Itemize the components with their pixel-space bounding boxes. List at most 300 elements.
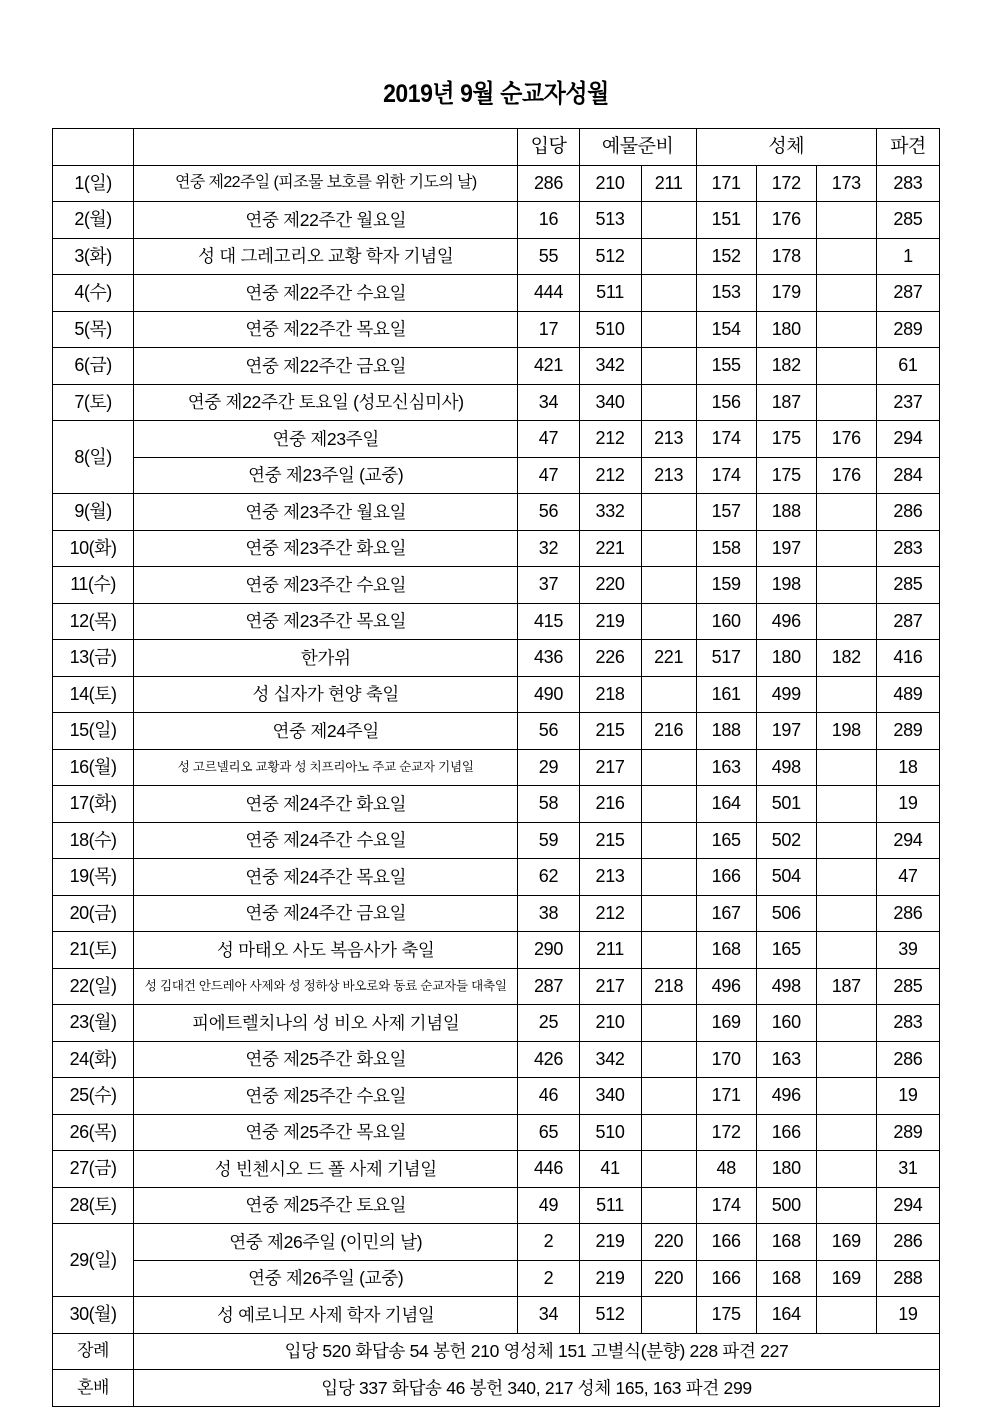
ipdang-cell: 56 [518, 713, 579, 750]
seongche-cell-1: 171 [696, 165, 756, 202]
yemul-cell-1: 332 [579, 494, 641, 531]
yemul-cell-2 [641, 1187, 696, 1224]
pagyeon-cell: 47 [876, 859, 939, 896]
ipdang-cell: 29 [518, 749, 579, 786]
table-row [53, 165, 940, 202]
yemul-cell-1: 510 [579, 1114, 641, 1151]
ipdang-cell: 34 [518, 384, 579, 421]
pagyeon-cell: 416 [876, 640, 939, 677]
table-footer [53, 1333, 940, 1406]
pagyeon-cell: 294 [876, 421, 939, 458]
header-yemuljunbi: 예물준비 [579, 129, 696, 166]
seongche-cell-2: 165 [756, 932, 816, 969]
table-row [53, 859, 940, 896]
date-cell: 18(수) [53, 822, 134, 859]
yemul-cell-2 [641, 786, 696, 823]
seongche-cell-1: 160 [696, 603, 756, 640]
seongche-cell-3 [816, 1151, 876, 1188]
seongche-cell-1: 165 [696, 822, 756, 859]
ipdang-cell: 290 [518, 932, 579, 969]
seongche-cell-3 [816, 311, 876, 348]
seongche-cell-3 [816, 895, 876, 932]
pagyeon-cell: 237 [876, 384, 939, 421]
pagyeon-cell: 283 [876, 530, 939, 567]
liturgy-title-cell: 연중 제23주간 수요일 [134, 567, 518, 604]
table-row [53, 1151, 940, 1188]
yemul-cell-2 [641, 202, 696, 239]
seongche-cell-3 [816, 1114, 876, 1151]
seongche-cell-1: 174 [696, 457, 756, 494]
date-cell: 30(월) [53, 1297, 134, 1334]
header-seongche: 성체 [696, 129, 876, 166]
seongche-cell-1: 155 [696, 348, 756, 385]
yemul-cell-1: 221 [579, 530, 641, 567]
liturgy-title-cell: 성 김대건 안드레아 사제와 성 정하상 바오로와 동료 순교자들 대축일 [134, 968, 518, 1005]
ipdang-cell: 47 [518, 457, 579, 494]
liturgy-title-cell: 성 대 그레고리오 교황 학자 기념일 [134, 238, 518, 275]
seongche-cell-3 [816, 603, 876, 640]
liturgy-title-cell: 연중 제22주간 목요일 [134, 311, 518, 348]
seongche-cell-1: 163 [696, 749, 756, 786]
pagyeon-cell: 284 [876, 457, 939, 494]
date-cell: 15(일) [53, 713, 134, 750]
liturgy-title-cell: 연중 제25주간 토요일 [134, 1187, 518, 1224]
seongche-cell-3: 182 [816, 640, 876, 677]
table-row [53, 1297, 940, 1334]
seongche-cell-3: 187 [816, 968, 876, 1005]
table-row [53, 1260, 940, 1297]
seongche-cell-1: 161 [696, 676, 756, 713]
table-row [53, 1041, 940, 1078]
liturgy-title-cell: 연중 제23주간 목요일 [134, 603, 518, 640]
liturgy-title-cell: 연중 제24주일 [134, 713, 518, 750]
ipdang-cell: 55 [518, 238, 579, 275]
ipdang-cell: 446 [518, 1151, 579, 1188]
yemul-cell-1: 219 [579, 603, 641, 640]
table-row [53, 932, 940, 969]
yemul-cell-1: 511 [579, 275, 641, 312]
table-header [53, 129, 940, 166]
date-cell: 20(금) [53, 895, 134, 932]
header-ipdang: 입당 [518, 129, 579, 166]
pagyeon-cell: 283 [876, 165, 939, 202]
seongche-cell-1: 48 [696, 1151, 756, 1188]
date-cell: 17(화) [53, 786, 134, 823]
ipdang-cell: 16 [518, 202, 579, 239]
seongche-cell-2: 164 [756, 1297, 816, 1334]
table-row [53, 713, 940, 750]
yemul-cell-1: 215 [579, 713, 641, 750]
table-row [53, 202, 940, 239]
table-row [53, 1114, 940, 1151]
yemul-cell-1: 215 [579, 822, 641, 859]
pagyeon-cell: 294 [876, 1187, 939, 1224]
seongche-cell-3 [816, 859, 876, 896]
yemul-cell-2: 211 [641, 165, 696, 202]
yemul-cell-2 [641, 1114, 696, 1151]
pagyeon-cell: 286 [876, 1224, 939, 1261]
pagyeon-cell: 287 [876, 275, 939, 312]
yemul-cell-1: 342 [579, 348, 641, 385]
seongche-cell-1: 166 [696, 1224, 756, 1261]
liturgy-title-cell: 연중 제26주일 (이민의 날) [134, 1224, 518, 1261]
seongche-cell-2: 498 [756, 968, 816, 1005]
seongche-cell-3 [816, 530, 876, 567]
table-body [53, 165, 940, 1333]
yemul-cell-1: 510 [579, 311, 641, 348]
seongche-cell-2: 188 [756, 494, 816, 531]
pagyeon-cell: 289 [876, 1114, 939, 1151]
liturgy-title-cell: 성 마태오 사도 복음사가 축일 [134, 932, 518, 969]
seongche-cell-2: 502 [756, 822, 816, 859]
seongche-cell-2: 168 [756, 1224, 816, 1261]
summary-label: 혼배 [53, 1370, 134, 1407]
date-cell: 5(목) [53, 311, 134, 348]
table-row [53, 895, 940, 932]
yemul-cell-1: 512 [579, 238, 641, 275]
liturgy-title-cell: 연중 제22주일 (피조물 보호를 위한 기도의 날) [134, 165, 518, 202]
seongche-cell-1: 164 [696, 786, 756, 823]
table-row [53, 384, 940, 421]
seongche-cell-1: 168 [696, 932, 756, 969]
pagyeon-cell: 19 [876, 1078, 939, 1115]
seongche-cell-1: 166 [696, 859, 756, 896]
yemul-cell-1: 512 [579, 1297, 641, 1334]
table-row [53, 275, 940, 312]
seongche-cell-3: 169 [816, 1260, 876, 1297]
pagyeon-cell: 1 [876, 238, 939, 275]
seongche-cell-2: 160 [756, 1005, 816, 1042]
ipdang-cell: 415 [518, 603, 579, 640]
seongche-cell-2: 180 [756, 640, 816, 677]
seongche-cell-1: 158 [696, 530, 756, 567]
seongche-cell-3 [816, 494, 876, 531]
pagyeon-cell: 285 [876, 202, 939, 239]
date-cell: 2(월) [53, 202, 134, 239]
pagyeon-cell: 489 [876, 676, 939, 713]
table-row [53, 421, 940, 458]
pagyeon-cell: 288 [876, 1260, 939, 1297]
seongche-cell-2: 168 [756, 1260, 816, 1297]
seongche-cell-3 [816, 1297, 876, 1334]
liturgy-title-cell: 피에트렐치나의 성 비오 사제 기념일 [134, 1005, 518, 1042]
yemul-cell-2 [641, 895, 696, 932]
seongche-cell-2: 496 [756, 1078, 816, 1115]
ipdang-cell: 38 [518, 895, 579, 932]
seongche-cell-2: 175 [756, 421, 816, 458]
seongche-cell-1: 175 [696, 1297, 756, 1334]
ipdang-cell: 286 [518, 165, 579, 202]
yemul-cell-1: 340 [579, 1078, 641, 1115]
date-cell: 6(금) [53, 348, 134, 385]
yemul-cell-2: 220 [641, 1260, 696, 1297]
seongche-cell-2: 500 [756, 1187, 816, 1224]
liturgy-title-cell: 성 고르넬리오 교황과 성 치프리아노 주교 순교자 기념일 [134, 749, 518, 786]
yemul-cell-2 [641, 567, 696, 604]
yemul-cell-1: 211 [579, 932, 641, 969]
date-cell: 24(화) [53, 1041, 134, 1078]
seongche-cell-3 [816, 348, 876, 385]
yemul-cell-2: 218 [641, 968, 696, 1005]
seongche-cell-3 [816, 1005, 876, 1042]
table-row [53, 968, 940, 1005]
liturgy-title-cell: 연중 제22주간 토요일 (성모신심미사) [134, 384, 518, 421]
seongche-cell-3: 198 [816, 713, 876, 750]
ipdang-cell: 436 [518, 640, 579, 677]
date-cell: 1(일) [53, 165, 134, 202]
date-cell: 8(일) [53, 421, 134, 494]
seongche-cell-2: 172 [756, 165, 816, 202]
date-cell: 13(금) [53, 640, 134, 677]
date-cell: 4(수) [53, 275, 134, 312]
yemul-cell-1: 210 [579, 165, 641, 202]
seongche-cell-1: 188 [696, 713, 756, 750]
date-cell: 10(화) [53, 530, 134, 567]
yemul-cell-1: 212 [579, 421, 641, 458]
ipdang-cell: 56 [518, 494, 579, 531]
seongche-cell-1: 157 [696, 494, 756, 531]
liturgy-title-cell: 연중 제22주간 수요일 [134, 275, 518, 312]
date-cell: 26(목) [53, 1114, 134, 1151]
seongche-cell-3: 176 [816, 421, 876, 458]
ipdang-cell: 25 [518, 1005, 579, 1042]
seongche-cell-2: 182 [756, 348, 816, 385]
seongche-cell-2: 178 [756, 238, 816, 275]
yemul-cell-2 [641, 932, 696, 969]
seongche-cell-2: 501 [756, 786, 816, 823]
seongche-cell-1: 151 [696, 202, 756, 239]
yemul-cell-1: 212 [579, 895, 641, 932]
seongche-cell-1: 153 [696, 275, 756, 312]
seongche-cell-3: 176 [816, 457, 876, 494]
pagyeon-cell: 286 [876, 895, 939, 932]
seongche-cell-2: 198 [756, 567, 816, 604]
date-cell: 28(토) [53, 1187, 134, 1224]
seongche-cell-2: 180 [756, 1151, 816, 1188]
pagyeon-cell: 19 [876, 786, 939, 823]
ipdang-cell: 49 [518, 1187, 579, 1224]
seongche-cell-3 [816, 1078, 876, 1115]
seongche-cell-1: 152 [696, 238, 756, 275]
header-date-blank [53, 129, 134, 166]
table-row [53, 676, 940, 713]
yemul-cell-2 [641, 384, 696, 421]
seongche-cell-3: 173 [816, 165, 876, 202]
table-row [53, 238, 940, 275]
header-pagyeon: 파견 [876, 129, 939, 166]
table-row [53, 311, 940, 348]
seongche-cell-3 [816, 238, 876, 275]
date-cell: 3(화) [53, 238, 134, 275]
yemul-cell-1: 219 [579, 1260, 641, 1297]
date-cell: 22(일) [53, 968, 134, 1005]
ipdang-cell: 421 [518, 348, 579, 385]
yemul-cell-1: 226 [579, 640, 641, 677]
liturgy-title-cell: 연중 제24주간 목요일 [134, 859, 518, 896]
liturgy-title-cell: 성 예로니모 사제 학자 기념일 [134, 1297, 518, 1334]
yemul-cell-2 [641, 530, 696, 567]
liturgy-title-cell: 연중 제26주일 (교중) [134, 1260, 518, 1297]
yemul-cell-2 [641, 238, 696, 275]
ipdang-cell: 65 [518, 1114, 579, 1151]
seongche-cell-2: 197 [756, 713, 816, 750]
liturgy-title-cell: 성 빈첸시오 드 폴 사제 기념일 [134, 1151, 518, 1188]
seongche-cell-2: 498 [756, 749, 816, 786]
date-cell: 12(목) [53, 603, 134, 640]
seongche-cell-1: 169 [696, 1005, 756, 1042]
yemul-cell-2 [641, 1005, 696, 1042]
seongche-cell-1: 170 [696, 1041, 756, 1078]
liturgy-title-cell: 성 십자가 현양 축일 [134, 676, 518, 713]
calendar-table-container [52, 107, 940, 1407]
seongche-cell-3 [816, 676, 876, 713]
table-row [53, 1078, 940, 1115]
ipdang-cell: 2 [518, 1260, 579, 1297]
seongche-cell-1: 172 [696, 1114, 756, 1151]
yemul-cell-2 [641, 1041, 696, 1078]
seongche-cell-1: 174 [696, 1187, 756, 1224]
summary-label: 장례 [53, 1333, 134, 1370]
liturgy-title-cell: 연중 제23주간 화요일 [134, 530, 518, 567]
seongche-cell-2: 499 [756, 676, 816, 713]
pagyeon-cell: 18 [876, 749, 939, 786]
seongche-cell-2: 166 [756, 1114, 816, 1151]
seongche-cell-2: 176 [756, 202, 816, 239]
seongche-cell-3 [816, 786, 876, 823]
table-row [53, 1224, 940, 1261]
table-row [53, 494, 940, 531]
yemul-cell-2: 213 [641, 457, 696, 494]
table-row [53, 457, 940, 494]
yemul-cell-1: 511 [579, 1187, 641, 1224]
pagyeon-cell: 283 [876, 1005, 939, 1042]
pagyeon-cell: 19 [876, 1297, 939, 1334]
ipdang-cell: 58 [518, 786, 579, 823]
seongche-cell-2: 175 [756, 457, 816, 494]
seongche-cell-2: 179 [756, 275, 816, 312]
yemul-cell-2 [641, 603, 696, 640]
liturgy-title-cell: 연중 제23주일 [134, 421, 518, 458]
seongche-cell-1: 496 [696, 968, 756, 1005]
yemul-cell-2: 220 [641, 1224, 696, 1261]
ipdang-cell: 34 [518, 1297, 579, 1334]
date-cell: 11(수) [53, 567, 134, 604]
yemul-cell-2 [641, 822, 696, 859]
seongche-cell-3 [816, 749, 876, 786]
ipdang-cell: 59 [518, 822, 579, 859]
yemul-cell-1: 217 [579, 968, 641, 1005]
yemul-cell-1: 212 [579, 457, 641, 494]
yemul-cell-2 [641, 275, 696, 312]
pagyeon-cell: 285 [876, 567, 939, 604]
seongche-cell-1: 517 [696, 640, 756, 677]
summary-row [53, 1370, 940, 1407]
yemul-cell-2 [641, 676, 696, 713]
seongche-cell-1: 156 [696, 384, 756, 421]
date-cell: 7(토) [53, 384, 134, 421]
yemul-cell-1: 220 [579, 567, 641, 604]
seongche-cell-3 [816, 202, 876, 239]
liturgical-calendar-table [52, 128, 940, 1407]
seongche-cell-3 [816, 1041, 876, 1078]
yemul-cell-2 [641, 1078, 696, 1115]
pagyeon-cell: 294 [876, 822, 939, 859]
summary-row [53, 1333, 940, 1370]
seongche-cell-2: 197 [756, 530, 816, 567]
table-row [53, 348, 940, 385]
date-cell: 19(목) [53, 859, 134, 896]
seongche-cell-2: 187 [756, 384, 816, 421]
yemul-cell-2: 213 [641, 421, 696, 458]
liturgy-title-cell: 연중 제22주간 금요일 [134, 348, 518, 385]
liturgy-title-cell: 연중 제24주간 화요일 [134, 786, 518, 823]
pagyeon-cell: 286 [876, 494, 939, 531]
ipdang-cell: 47 [518, 421, 579, 458]
header-title-blank [134, 129, 518, 166]
seongche-cell-3 [816, 567, 876, 604]
yemul-cell-2 [641, 1151, 696, 1188]
seongche-cell-2: 163 [756, 1041, 816, 1078]
seongche-cell-1: 159 [696, 567, 756, 604]
yemul-cell-2 [641, 348, 696, 385]
date-cell: 9(월) [53, 494, 134, 531]
yemul-cell-2 [641, 749, 696, 786]
seongche-cell-1: 154 [696, 311, 756, 348]
summary-text: 입당 337 화답송 46 봉헌 340, 217 성체 165, 163 파견 299 [134, 1370, 940, 1407]
date-cell: 25(수) [53, 1078, 134, 1115]
table-row [53, 749, 940, 786]
yemul-cell-1: 340 [579, 384, 641, 421]
ipdang-cell: 2 [518, 1224, 579, 1261]
ipdang-cell: 287 [518, 968, 579, 1005]
yemul-cell-1: 217 [579, 749, 641, 786]
table-row [53, 822, 940, 859]
yemul-cell-1: 219 [579, 1224, 641, 1261]
pagyeon-cell: 286 [876, 1041, 939, 1078]
seongche-cell-1: 167 [696, 895, 756, 932]
yemul-cell-2 [641, 859, 696, 896]
pagyeon-cell: 61 [876, 348, 939, 385]
table-row [53, 786, 940, 823]
pagyeon-cell: 31 [876, 1151, 939, 1188]
pagyeon-cell: 285 [876, 968, 939, 1005]
ipdang-cell: 17 [518, 311, 579, 348]
ipdang-cell: 490 [518, 676, 579, 713]
liturgy-title-cell: 연중 제25주간 수요일 [134, 1078, 518, 1115]
date-cell: 23(월) [53, 1005, 134, 1042]
ipdang-cell: 444 [518, 275, 579, 312]
seongche-cell-2: 504 [756, 859, 816, 896]
seongche-cell-1: 174 [696, 421, 756, 458]
table-row [53, 1005, 940, 1042]
liturgy-title-cell: 연중 제22주간 월요일 [134, 202, 518, 239]
ipdang-cell: 46 [518, 1078, 579, 1115]
seongche-cell-3 [816, 1187, 876, 1224]
seongche-cell-3: 169 [816, 1224, 876, 1261]
yemul-cell-1: 41 [579, 1151, 641, 1188]
date-cell: 29(일) [53, 1224, 134, 1297]
seongche-cell-3 [816, 932, 876, 969]
seongche-cell-3 [816, 822, 876, 859]
table-row [53, 603, 940, 640]
date-cell: 14(토) [53, 676, 134, 713]
table-row [53, 1187, 940, 1224]
liturgy-title-cell: 연중 제25주간 목요일 [134, 1114, 518, 1151]
pagyeon-cell: 289 [876, 713, 939, 750]
table-row [53, 640, 940, 677]
seongche-cell-1: 166 [696, 1260, 756, 1297]
liturgy-title-cell: 연중 제25주간 화요일 [134, 1041, 518, 1078]
